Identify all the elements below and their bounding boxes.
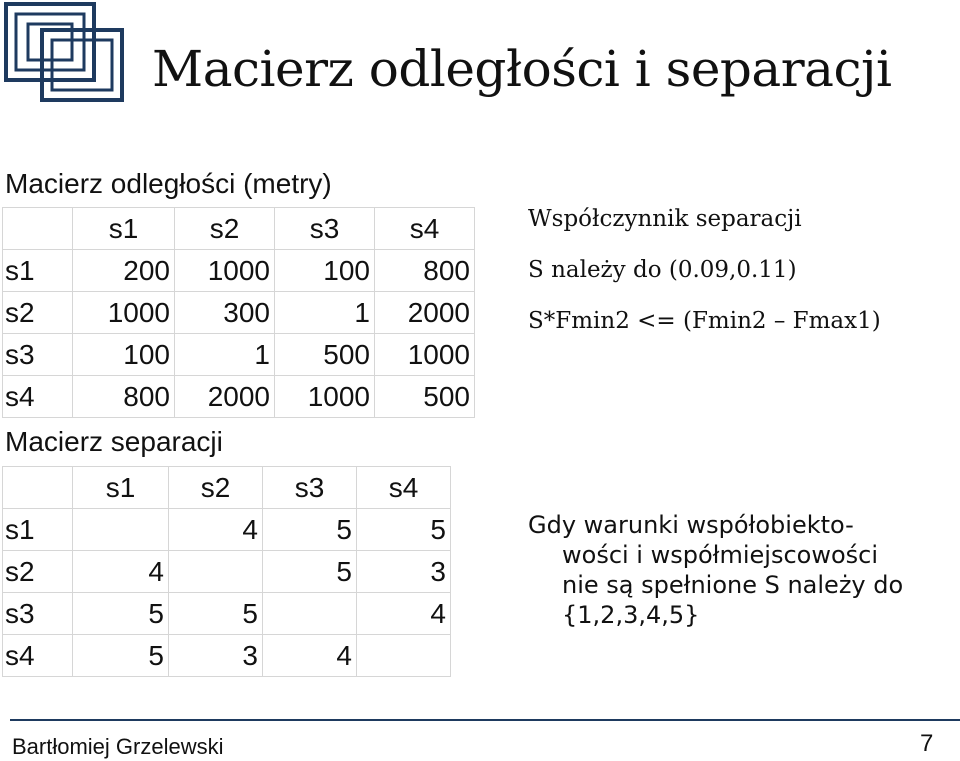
footer-divider xyxy=(10,719,960,721)
table-header-cell: s1 xyxy=(73,208,175,250)
table-row xyxy=(3,509,451,551)
table-cell: 300 xyxy=(175,292,275,334)
table-cell: 3 xyxy=(357,551,451,593)
table-cell: 5 xyxy=(73,593,169,635)
table-cell: 5 xyxy=(169,593,263,635)
table-header-cell: s1 xyxy=(73,467,169,509)
distance-table xyxy=(2,207,475,418)
row-label: s4 xyxy=(3,376,73,418)
paragraph-line: nie są spełnione S należy do xyxy=(562,571,904,599)
table-row xyxy=(3,635,451,677)
table-cell: 800 xyxy=(375,250,475,292)
separation-range-note: S należy do (0.09,0.11) xyxy=(528,257,797,283)
table-cell: 2000 xyxy=(375,292,475,334)
table-cell: 1000 xyxy=(73,292,175,334)
table-cell: 1000 xyxy=(275,376,375,418)
paragraph-line: wości i współmiejscowości xyxy=(562,541,879,569)
table-cell: 2000 xyxy=(175,376,275,418)
table-cell: 800 xyxy=(73,376,175,418)
table-cell xyxy=(357,635,451,677)
row-label: s3 xyxy=(3,334,73,376)
row-label: s2 xyxy=(3,551,73,593)
table-header-cell: s2 xyxy=(175,208,275,250)
table-cell: 4 xyxy=(73,551,169,593)
table-row xyxy=(3,250,475,292)
table-cell: 4 xyxy=(263,635,357,677)
table-cell: 3 xyxy=(169,635,263,677)
table-cell: 200 xyxy=(73,250,175,292)
paragraph-line: {1,2,3,4,5} xyxy=(562,601,700,629)
row-label: s2 xyxy=(3,292,73,334)
table-header-cell: s2 xyxy=(169,467,263,509)
table-header-row xyxy=(3,467,451,509)
table-header-cell xyxy=(3,208,73,250)
table-header-cell: s4 xyxy=(357,467,451,509)
table-cell: 1 xyxy=(275,292,375,334)
logo-squares-icon xyxy=(0,0,130,108)
table-cell: 4 xyxy=(169,509,263,551)
table-header-cell xyxy=(3,467,73,509)
footer-author: Bartłomiej Grzelewski xyxy=(12,734,224,759)
row-label: s3 xyxy=(3,593,73,635)
table-row xyxy=(3,593,451,635)
table-row xyxy=(3,551,451,593)
table-header-cell: s3 xyxy=(263,467,357,509)
table-cell xyxy=(73,509,169,551)
table-row xyxy=(3,292,475,334)
separation-coefficient-heading: Współczynnik separacji xyxy=(528,206,802,232)
conditions-paragraph xyxy=(528,510,903,630)
table-cell: 1000 xyxy=(375,334,475,376)
table-header-row xyxy=(3,208,475,250)
row-label: s4 xyxy=(3,635,73,677)
table-cell: 5 xyxy=(357,509,451,551)
paragraph-line: Gdy warunki współobiekto- xyxy=(528,511,854,539)
table-cell: 4 xyxy=(357,593,451,635)
table-cell: 500 xyxy=(375,376,475,418)
table-cell: 5 xyxy=(73,635,169,677)
table-header-cell: s4 xyxy=(375,208,475,250)
table-cell: 1 xyxy=(175,334,275,376)
table-row xyxy=(3,376,475,418)
separation-table xyxy=(2,466,451,677)
table-cell xyxy=(263,593,357,635)
page-number: 7 xyxy=(920,730,934,757)
separation-table-caption: Macierz separacji xyxy=(5,426,223,457)
slide-title: Macierz odległości i separacji xyxy=(152,40,892,98)
table-cell: 1000 xyxy=(175,250,275,292)
table-cell: 500 xyxy=(275,334,375,376)
row-label: s1 xyxy=(3,250,73,292)
table-header-cell: s3 xyxy=(275,208,375,250)
table-cell: 100 xyxy=(275,250,375,292)
table-cell: 5 xyxy=(263,551,357,593)
table-cell: 100 xyxy=(73,334,175,376)
table-cell xyxy=(169,551,263,593)
table-row xyxy=(3,334,475,376)
distance-table-caption: Macierz odległości (metry) xyxy=(5,168,332,199)
table-cell: 5 xyxy=(263,509,357,551)
row-label: s1 xyxy=(3,509,73,551)
separation-formula-note: S*Fmin2 <= (Fmin2 – Fmax1) xyxy=(528,308,881,334)
